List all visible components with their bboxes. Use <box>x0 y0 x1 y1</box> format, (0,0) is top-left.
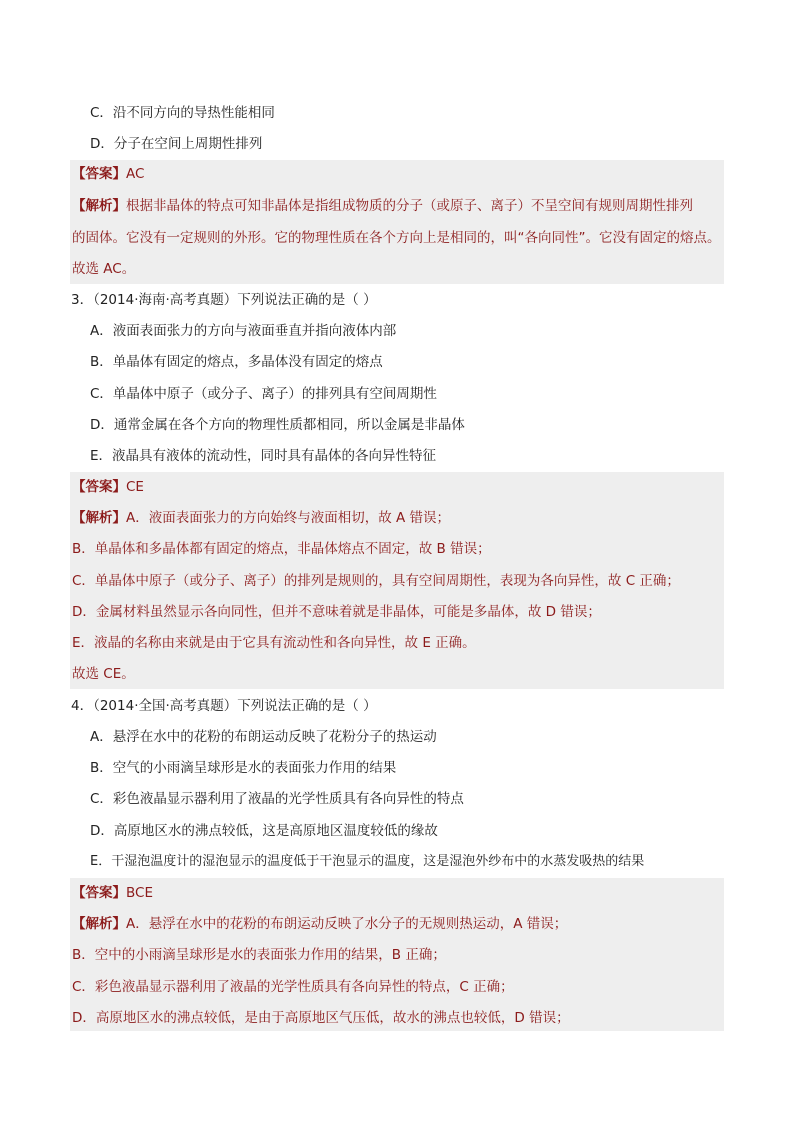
answer-tag: 【答案】 <box>72 885 126 901</box>
q3-option-d: D．通常金属在各个方向的物理性质都相同，所以金属是非晶体 <box>90 417 465 433</box>
q4-answer-line <box>72 883 153 903</box>
q2-analysis-line-1: 【解析】根据非晶体的特点可知非晶体是指组成物质的分子（或原子、离子）不呈空间有规则周期性排列 <box>72 198 693 214</box>
analysis-tag: 【解析】 <box>72 510 126 526</box>
q4-analysis-line-2: B．空中的小雨滴呈球形是水的表面张力作用的结果，B 正确； <box>72 947 446 963</box>
answer-value: BCE <box>126 885 153 901</box>
q3-option-a: A．液面表面张力的方向与液面垂直并指向液体内部 <box>90 323 397 339</box>
q4-option-d: D．高原地区水的沸点较低，这是高原地区温度较低的缘故 <box>90 823 438 839</box>
q4-analysis-line-1: 【解析】A．悬浮在水中的花粉的布朗运动反映了水分子的无规则热运动，A 错误； <box>72 916 568 932</box>
q2-analysis-line-3: 故选 AC。 <box>72 261 136 277</box>
answer-value: CE <box>126 479 144 495</box>
q3-option-e: E．液晶具有液体的流动性，同时具有晶体的各向异性特征 <box>90 448 437 464</box>
q2-answer-block <box>70 160 724 284</box>
q4-option-b: B．空气的小雨滴呈球形是水的表面张力作用的结果 <box>90 760 397 776</box>
q3-stem: 3．（2014·海南·高考真题）下列说法正确的是（ ） <box>71 292 377 308</box>
answer-tag: 【答案】 <box>72 166 126 182</box>
q2-analysis-line-2: 的固体。它没有一定规则的外形。它的物理性质在各个方向上是相同的，叫“各向同性”。它没有固定的熔点。 <box>72 230 721 246</box>
answer-tag: 【答案】 <box>72 479 126 495</box>
q4-option-e: E．干湿泡温度计的湿泡显示的温度低于干泡显示的温度，这是湿泡外纱布中的水蒸发吸热的结果 <box>90 854 645 869</box>
analysis-tag: 【解析】 <box>72 916 126 932</box>
q4-option-a: A．悬浮在水中的花粉的布朗运动反映了花粉分子的热运动 <box>90 729 437 745</box>
q3-option-b: B．单晶体有固定的熔点，多晶体没有固定的熔点 <box>90 354 383 370</box>
q4-analysis-line-3: C．彩色液晶显示器利用了液晶的光学性质具有各向异性的特点，C 正确； <box>72 979 514 995</box>
q3-analysis-line-5: E．液晶的名称由来就是由于它具有流动性和各向异性，故 E 正确。 <box>72 635 476 651</box>
q4-analysis-line-4: D．高原地区水的沸点较低，是由于高原地区气压低，故水的沸点也较低，D 错误； <box>72 1010 570 1026</box>
q4-option-c: C．彩色液晶显示器利用了液晶的光学性质具有各向异性的特点 <box>90 791 464 807</box>
q3-analysis-line-2: B．单晶体和多晶体都有固定的熔点，非晶体熔点不固定，故 B 错误； <box>72 541 491 557</box>
q3-analysis-line-1: 【解析】A．液面表面张力的方向始终与液面相切，故 A 错误； <box>72 510 451 526</box>
q2-option-c: C．沿不同方向的导热性能相同 <box>90 105 275 121</box>
analysis-tag: 【解析】 <box>72 198 126 214</box>
q2-answer-line <box>72 164 144 184</box>
q4-stem: 4．（2014·全国·高考真题）下列说法正确的是（ ） <box>71 698 377 714</box>
q3-option-c: C．单晶体中原子（或分子、离子）的排列具有空间周期性 <box>90 386 437 402</box>
q2-option-d: D．分子在空间上周期性排列 <box>90 136 263 152</box>
q3-analysis-line-6: 故选 CE。 <box>72 666 135 682</box>
q3-answer-line <box>72 477 144 497</box>
q3-analysis-line-3: C．单晶体中原子（或分子、离子）的排列是规则的，具有空间周期性，表现为各向异性，故 C 正确； <box>72 573 680 589</box>
q3-analysis-line-4: D．金属材料虽然显示各向同性，但并不意味着就是非晶体，可能是多晶体，故 D 错误； <box>72 604 601 620</box>
answer-value: AC <box>126 166 145 182</box>
